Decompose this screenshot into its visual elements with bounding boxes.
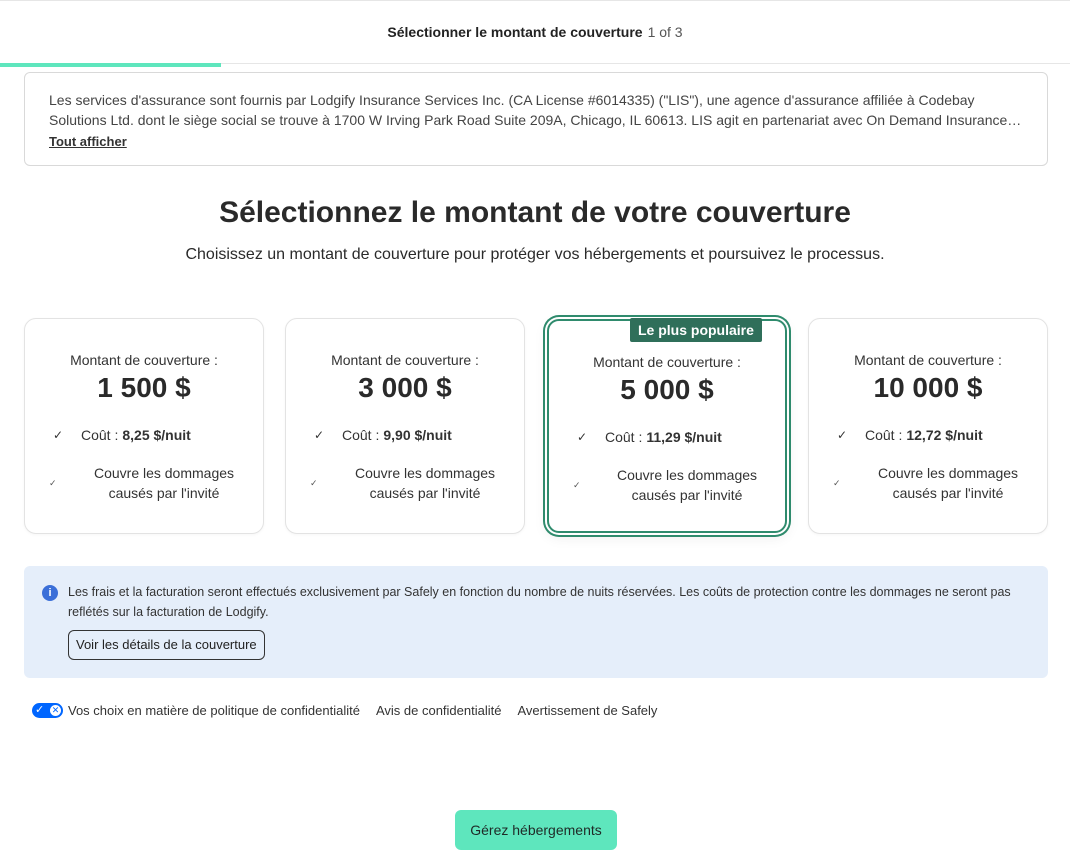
safely-notice-link[interactable]: Avertissement de Safely [517,702,658,718]
coverage-details-button[interactable]: Voir les détails de la couverture [68,630,265,660]
check-icon: ✓ [310,477,318,488]
check-icon: ✓ [53,428,64,442]
billing-info-box [24,566,1048,678]
coverage-description: Couvre les dommages causés par l'invité [354,465,496,501]
plan-card-1500[interactable] [24,318,264,534]
disclaimer-text: Les services d'assurance sont fournis par Lodgify Insurance Services Inc. (CA License #6014335) ("LIS"), une agence d'assurance affiliée à Codebay Solutions Ltd. dont le siège social se trouve à 1700 W Irving Park Road Suite 209A, Chicago, IL 60613. LIS agit en partenariat avec On Demand Insurance [49,92,1008,128]
plan-card-5000[interactable] [547,319,787,533]
billing-info-text: Les frais et la facturation seront effectués exclusivement par Safely en fonction du nombre de nuits réservées. Les coûts de protection contre les dommages ne seront pas reflétés sur la facturation de Lodgify. [68,585,1011,619]
step-count: 1 of 3 [647,24,683,40]
cost-label: Coût : [342,427,380,443]
check-icon: ✓ [35,703,45,716]
step-header [0,0,1070,64]
page-title: Sélectionnez le montant de votre couverture [219,196,851,229]
cost-label: Coût : [605,429,643,445]
cost-label: Coût : [81,427,119,443]
coverage-amount: 3 000 $ [358,372,452,403]
cost-row [53,427,251,443]
cost-value: 9,90 $/nuit [383,427,452,443]
cost-row [314,427,512,443]
info-icon: i [42,585,58,601]
coverage-description: Couvre les dommages causés par l'invité [616,467,758,503]
privacy-notice-link[interactable]: Avis de confidentialité [375,702,502,718]
cost-value: 8,25 $/nuit [122,427,191,443]
coverage-row [833,463,1035,503]
insurance-disclaimer [24,72,1048,166]
cost-value: 12,72 $/nuit [906,427,983,443]
coverage-amount: 10 000 $ [873,372,983,403]
privacy-links [32,700,673,720]
cost-row [837,427,1035,443]
coverage-label: Montant de couverture : [331,352,479,368]
coverage-label: Montant de couverture : [854,352,1002,368]
coverage-row [310,463,512,503]
plan-card-3000[interactable] [285,318,525,534]
coverage-row [49,463,251,503]
step-title: Sélectionner le montant de couverture [387,24,643,40]
coverage-amount: 1 500 $ [97,372,191,403]
privacy-toggle-icon[interactable] [32,703,63,718]
cost-value: 11,29 $/nuit [646,429,722,445]
coverage-amount: 5 000 $ [620,374,714,405]
check-icon: ✓ [314,428,325,442]
plan-card-10000[interactable] [808,318,1048,534]
check-icon: ✓ [573,479,581,490]
check-icon: ✓ [577,430,588,444]
coverage-row [573,465,773,505]
check-icon: ✓ [49,477,57,488]
privacy-choices-link[interactable]: Vos choix en matière de politique de confidentialité [68,702,360,718]
progress-bar [0,63,221,67]
manage-properties-button[interactable]: Gérez hébergements [455,810,617,850]
close-icon: ✕ [51,704,60,715]
coverage-description: Couvre les dommages causés par l'invité [877,465,1019,501]
page-subtitle: Choisissez un montant de couverture pour protéger vos hébergements et poursuivez le processus. [185,246,885,263]
cost-label: Coût : [865,427,903,443]
most-popular-badge: Le plus populaire [630,318,762,342]
coverage-description: Couvre les dommages causés par l'invité [93,465,235,501]
cost-row [577,429,773,445]
show-all-link[interactable]: Tout afficher [49,134,127,149]
check-icon: ✓ [833,477,841,488]
coverage-label: Montant de couverture : [593,354,741,370]
check-icon: ✓ [837,428,848,442]
coverage-label: Montant de couverture : [70,352,218,368]
